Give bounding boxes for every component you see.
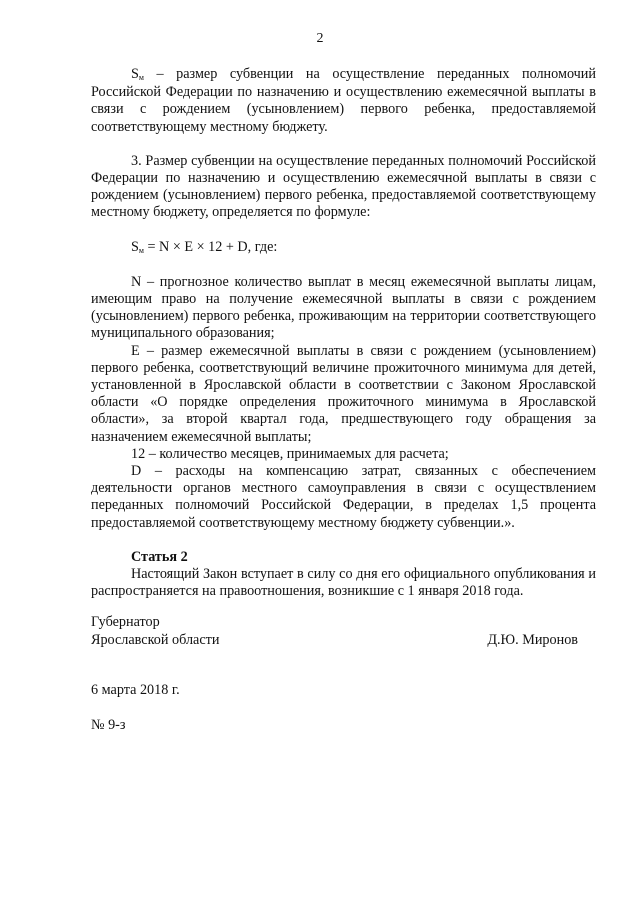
paragraph-subvention-definition	[91, 66, 596, 136]
signature-row	[91, 631, 596, 649]
document-number: № 9-з	[91, 717, 126, 733]
signature-title-line2: Ярославской области	[91, 632, 220, 648]
signature-title-line1: Губернатор	[91, 614, 160, 630]
paragraph-point-3: 3. Размер субвенции на осуществление переданных полномочий Российской Федерации по назначению и осуществлению ежемесячной выплаты в связи с рождением (усыновлением) первого ребенка, предоставляемой соответствующему местному бюджету, определяется по формуле:	[91, 152, 596, 221]
formula-symbol: S	[131, 238, 139, 255]
paragraph-text: – размер субвенции на осуществление переданных полномочий Российской Федерации по назначению и осуществлению ежемесячной выплаты в связи с рождением (усыновлением) первого ребенка, предоставляемой соответствующему местному бюджету.	[91, 66, 596, 135]
formula	[91, 239, 596, 257]
document-body	[91, 66, 596, 600]
formula-subscript: м	[138, 245, 144, 255]
paragraph-n-definition: N – прогнозное количество выплат в месяц ежемесячной выплаты лицам, имеющим право на получение ежемесячной выплаты в связи с рождением (усыновлением) первого ребенка, проживающим на территории соответствующего муниципального образования;	[91, 273, 596, 342]
paragraph-e-definition: E – размер ежемесячной выплаты в связи с рождением (усыновлением) первого ребенка, соответствующий величине прожиточного минимума для детей, установленной в Ярославской области в соответствии с Законом Ярославской области «О порядке определения прожиточного минимума в Ярославской области», за второй квартал года, предшествующего году обращения за назначением ежемесячной выплаты;	[91, 342, 596, 445]
paragraph-d-definition: D – расходы на компенсацию затрат, связанных с обеспечением деятельности органов местного самоуправления в связи с осуществлением переданных полномочий Российской Федерации, в пределах 1,5 процента предоставляемой соответствующему местному бюджету субвенции.».	[91, 463, 596, 531]
symbol-s-subscript: м	[138, 73, 144, 82]
page-number: 2	[316, 31, 324, 46]
signature-block	[91, 613, 596, 649]
paragraph-article-2: Настоящий Закон вступает в силу со дня его официального опубликования и распространяется на правоотношения, возникшие с 1 января 2018 года.	[91, 566, 596, 600]
formula-text: = N × E × 12 + D, где:	[143, 238, 278, 255]
signatory-name: Д.Ю. Миронов	[487, 632, 578, 648]
article-heading: Статья 2	[131, 548, 188, 565]
paragraph-12-definition: 12 – количество месяцев, принимаемых для расчета;	[131, 445, 449, 462]
symbol-s: S	[131, 66, 139, 82]
document-date: 6 марта 2018 г.	[91, 682, 180, 698]
